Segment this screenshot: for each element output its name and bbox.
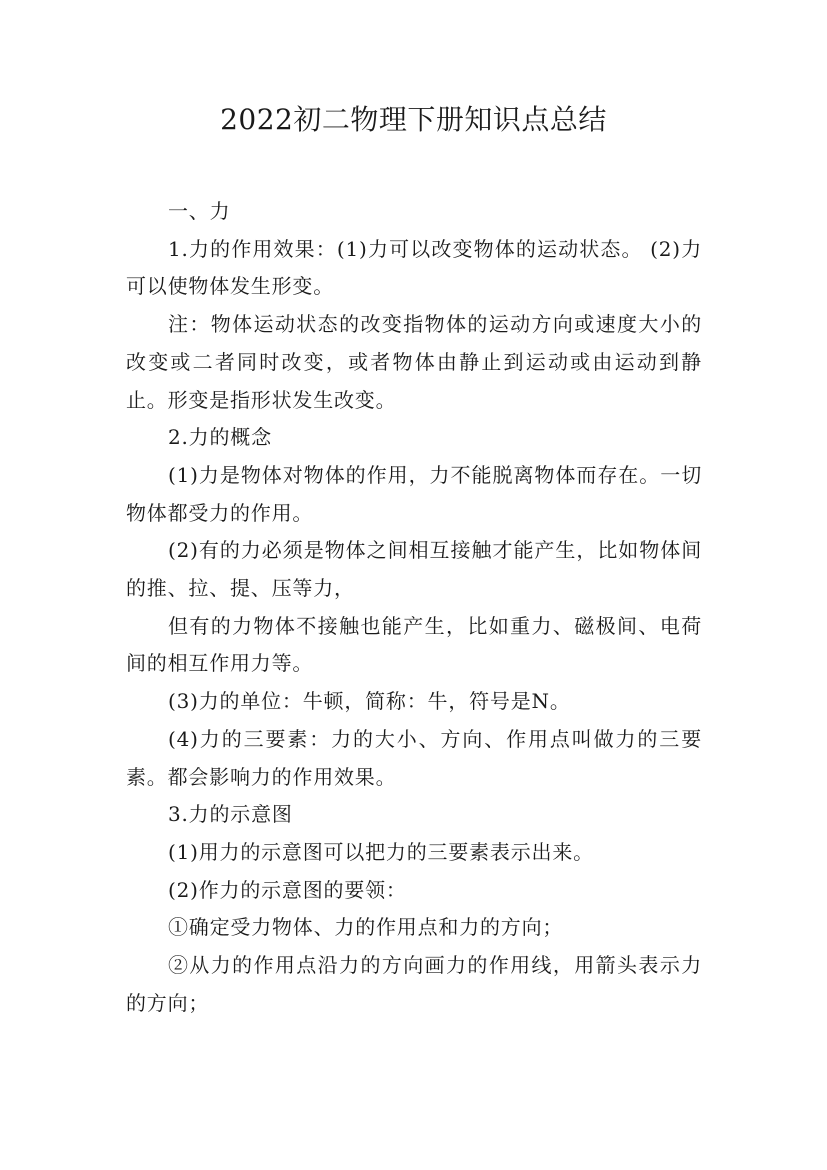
paragraph-diagram-step-1: ①确定受力物体、力的作用点和力的方向； — [168, 915, 564, 940]
paragraph-concept-2-cont: 但有的力物体不接触也能产生，比如重力、磁极间、电荷间的相互作用力等。 — [126, 613, 702, 676]
paragraph-concept-3: (3)力的单位：牛顿，简称：牛，符号是N。 — [168, 689, 571, 714]
paragraph-note: 注：物体运动状态的改变指物体的运动方向或速度大小的改变或二者同时改变，或者物体由静止到运动或由运动到静止。形变是指形状发生改变。 — [126, 312, 702, 412]
document-body — [126, 193, 702, 1022]
paragraph-force-effects: 1.力的作用效果：(1)力可以改变物体的运动状态。 (2)力可以使物体发生形变。 — [126, 236, 702, 299]
paragraph-concept-4: (4)力的三要素：力的大小、方向、作用点叫做力的三要素。都会影响力的作用效果。 — [126, 726, 702, 789]
paragraph-diagram-2: (2)作力的示意图的要领： — [168, 877, 407, 902]
section-heading-force: 一、力 — [168, 199, 231, 223]
subheading-force-concept: 2.力的概念 — [168, 425, 272, 450]
document-title: 2022初二物理下册知识点总结 — [220, 103, 607, 136]
subheading-force-diagram: 3.力的示意图 — [168, 802, 293, 827]
paragraph-diagram-step-2: ②从力的作用点沿力的方向画力的作用线，用箭头表示力的方向； — [126, 953, 702, 1015]
paragraph-concept-2: (2)有的力必须是物体之间相互接触才能产生，比如物体间的推、拉、提、压等力， — [126, 538, 702, 601]
paragraph-diagram-1: (1)用力的示意图可以把力的三要素表示出来。 — [168, 839, 594, 864]
paragraph-concept-1: (1)力是物体对物体的作用，力不能脱离物体而存在。一切物体都受力的作用。 — [126, 462, 702, 525]
